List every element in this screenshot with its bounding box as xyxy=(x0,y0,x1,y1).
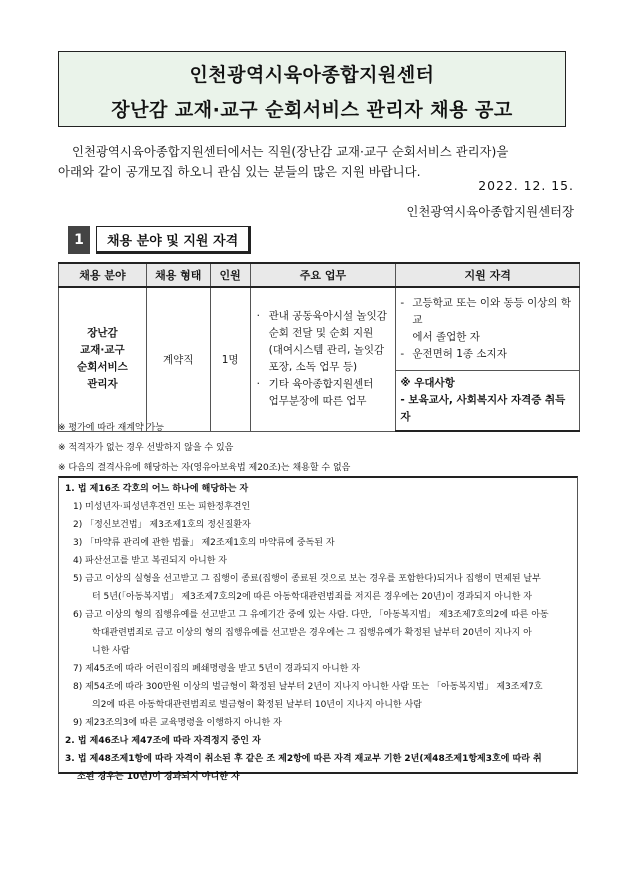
header-count: 인원 xyxy=(210,263,250,287)
disqualification-box xyxy=(58,476,578,782)
note-item: ※ 적격자가 없는 경우 선발하지 않을 수 있음 xyxy=(58,443,234,453)
section-title: 채용 분야 및 지원 자격 xyxy=(96,226,251,254)
title-box xyxy=(58,51,566,127)
field-line: 관리자 xyxy=(87,378,118,391)
header-type: 채용 형태 xyxy=(146,263,210,287)
dq-heading-2: 2. 법 제46조나 제47조에 따라 자격정지 중인 자 xyxy=(65,736,261,746)
note-item: ※ 다음의 결격사유에 해당하는 자(영유아보육법 제20조)는 채용할 수 없음 xyxy=(58,463,351,473)
dq-item: 9) 제23조의3에 따른 교육명령을 이행하지 아니한 자 xyxy=(73,718,282,728)
table-header-row xyxy=(59,263,580,287)
cell-preference xyxy=(396,371,580,432)
title-line-1: 인천광역시육아종합지원센터 xyxy=(189,64,435,86)
cell-count: 1명 xyxy=(210,287,250,431)
title-line-2: 장난감 교재·교구 순회서비스 관리자 채용 공고 xyxy=(111,99,513,121)
dq-item: 2) 「정신보건법」 제3조제1호의 정신질환자 xyxy=(73,520,251,530)
section-1-heading xyxy=(68,226,251,254)
announcement-org: 인천광역시육아종합지원센터장 xyxy=(406,204,574,219)
dq-item: 7) 제45조에 따라 어린이집의 폐쇄명령을 받고 5년이 경과되지 아니한 자 xyxy=(73,664,360,674)
field-line: 순회서비스 xyxy=(77,361,128,374)
note-item: ※ 평가에 따라 재계약 가능 xyxy=(58,423,164,433)
preference-text: - 보육교사, 사회복지사 자격증 취득자 xyxy=(400,394,566,423)
duty-item: · 관내 공동육아시설 놀잇감 순회 전달 및 순회 지원 (대여시스템 관리, 놀잇감 포장, 소독 업무 등) xyxy=(256,310,387,374)
header-field: 채용 분야 xyxy=(59,263,147,287)
cell-duties xyxy=(250,287,396,431)
field-line: 교재·교구 xyxy=(80,344,125,357)
cell-field xyxy=(59,287,147,431)
duty-item: · 기타 육아종합지원센터 업무분장에 따른 업무 xyxy=(256,378,374,408)
qualification-item: - 운전면허 1종 소지자 xyxy=(400,348,507,360)
header-qualifications: 지원 자격 xyxy=(396,263,580,287)
qualification-item: - 고등학교 또는 이와 동등 이상의 학교 에서 졸업한 자 xyxy=(400,297,572,343)
dq-heading-3-cont: 소된 경우는 10년)이 경과되지 아니한 자 xyxy=(77,772,240,782)
dq-item: 1) 미성년자·피성년후견인 또는 피한정후견인 xyxy=(73,502,251,512)
section-number: 1 xyxy=(68,226,90,254)
table-row xyxy=(59,287,580,371)
dq-item: 5) 금고 이상의 실형을 선고받고 그 집행이 종료(집행이 종료된 것으로 보는 경우를 포함한다)되거나 집행이 면제된 날부 터 5년(「아동복지법」 제3조제7호의2에 따른 아동학대관련범죄를 저지른 경우에는 20년)이 경과되지 아니한 자 xyxy=(73,574,541,602)
dq-item: 3) 「마약류 관리에 관한 법률」 제2조제1호의 마약류에 중독된 자 xyxy=(73,538,335,548)
cell-type: 계약직 xyxy=(146,287,210,431)
dq-item: 6) 금고 이상의 형의 집행유예를 선고받고 그 유예기간 중에 있는 사람. 다만, 「아동복지법」 제3조제7호의2에 따른 아동 학대관련범죄로 금고 이상의 형의 집행유예를 선고받은 경우에는 그 집행유예가 확정된 날부터 20년이 지나지 아 니한 사람 xyxy=(73,610,549,656)
intro-line-2: 아래와 같이 공개모집 하오니 관심 있는 분들의 많은 지원 바랍니다. xyxy=(58,164,421,179)
header-duties: 주요 업무 xyxy=(250,263,396,287)
dq-heading-3: 3. 법 제48조제1항에 따라 자격이 취소된 후 같은 조 제2항에 따른 자격 재교부 기한 2년(제48조제1항제3호에 따라 취 xyxy=(65,754,542,764)
recruitment-table xyxy=(58,262,580,432)
intro-line-1: 인천광역시육아종합지원센터에서는 직원(장난감 교재·교구 순회서비스 관리자)을 xyxy=(72,144,509,159)
dq-item: 4) 파산선고를 받고 복권되지 아니한 자 xyxy=(73,556,227,566)
dq-heading-1: 1. 법 제16조 각호의 어느 하나에 해당하는 자 xyxy=(65,484,249,494)
notes xyxy=(58,418,350,478)
intro-text xyxy=(58,142,578,182)
announcement-date: 2022. 12. 15. xyxy=(478,178,574,193)
preference-title: ※ 우대사항 xyxy=(400,377,455,389)
cell-qualifications xyxy=(396,287,580,371)
field-line: 장난감 xyxy=(87,327,118,340)
dq-item: 8) 제54조에 따라 300만원 이상의 벌금형이 확정된 날부터 2년이 지나지 아니한 사람 또는 「아동복지법」 제3조제7호 의2에 따른 아동학대관련범죄로 벌금형이 확정된 날부터 10년이 지나지 아니한 사람 xyxy=(73,682,543,710)
